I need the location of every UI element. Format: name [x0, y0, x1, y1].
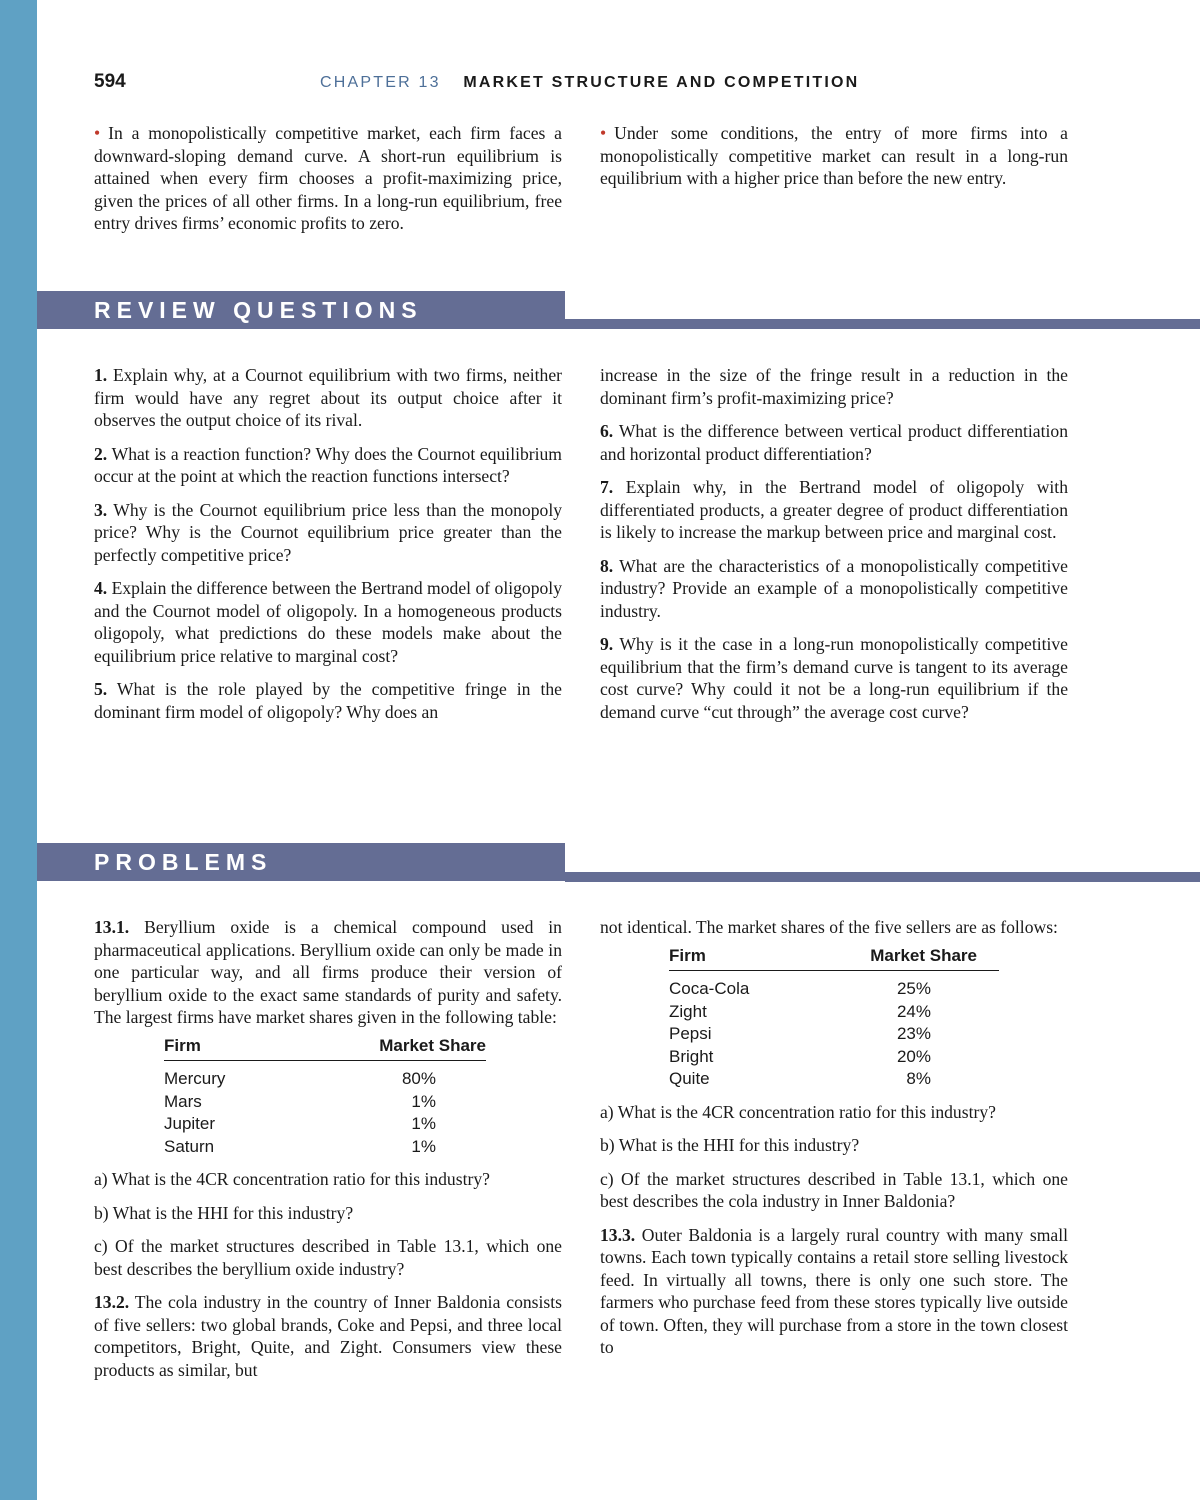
summary-right-column: [600, 122, 1068, 201]
table-row: Saturn 1%: [164, 1136, 436, 1156]
review-question: 6. What is the difference between vertical product differentiation and horizontal product differentiation?: [600, 421, 1068, 464]
table-row: Zight 24%: [669, 1001, 931, 1021]
review-heading: REVIEW QUESTIONS: [94, 297, 423, 323]
table-header-firm: Firm: [164, 1035, 282, 1061]
review-question: 2. What is a reaction function? Why does the Cournot equilibrium occur at the point at which the reaction functions intersect?: [94, 443, 562, 486]
chapter-label: CHAPTER 13: [320, 74, 441, 91]
review-heading-rule: [565, 319, 1200, 329]
review-right-column: [600, 364, 1068, 734]
review-question: 9. Why is it the case in a long-run monopolistically competitive equilibrium that the firm’s demand curve is tangent to its average cost curve? Why could it not be a long-run equilibrium if the demand curve “cut through” the average cost curve?: [600, 634, 1068, 722]
problem: 13.3. Outer Baldonia is a largely rural country with many small towns. Each town typically contains a retail store selling livestock feed. In virtually all towns, there is only one such store. The farmers who purchase feed from these stores typically live outside of town. Often, they will purchase from a store in the town closest to: [600, 1224, 1068, 1357]
problems-heading-rule: [565, 872, 1200, 882]
problems-heading: PROBLEMS: [94, 849, 273, 875]
table-row: Coca-Cola 25%: [669, 979, 931, 998]
page-number: 594: [94, 71, 126, 92]
table-header-share: Market Share: [796, 945, 999, 971]
problem-part: b) What is the HHI for this industry?: [600, 1135, 860, 1155]
bullet-icon: •: [94, 123, 101, 143]
problem-continued: not identical. The market shares of the five sellers are as follows:: [600, 917, 1058, 937]
problem-part: a) What is the 4CR concentration ratio for this industry?: [600, 1101, 996, 1122]
problem-part: b) What is the HHI for this industry?: [94, 1202, 354, 1223]
problem-part: c) Of the market structures described in Table 13.1, which one best describes the cola industry in Inner Baldonia?: [600, 1168, 1068, 1211]
review-question: 1. Explain why, at a Cournot equilibrium with two firms, neither firm would have any regret about its output choice after it observes the output choice of its rival.: [94, 365, 562, 430]
summary-bullet: • In a monopolistically competitive market, each firm faces a downward-sloping demand curve. A short-run equilibrium is attained when every firm chooses a profit-maximizing price, given the prices of all other firms. In a long-run equilibrium, free entry drives firms’ economic profits to zero.: [94, 123, 562, 233]
review-question: 8. What are the characteristics of a monopolistically competitive industry? Provide an example of a monopolistically competitive industry.: [600, 555, 1068, 621]
left-margin-strip: [0, 0, 37, 1500]
market-share-table-cola: [669, 945, 999, 1091]
review-question: 5. What is the role played by the competitive fringe in the dominant firm model of oligopoly? Why does an: [94, 679, 562, 722]
summary-left-column: [94, 122, 562, 246]
review-question-continued: increase in the size of the fringe result in a reduction in the dominant firm’s profit-maximizing price?: [600, 365, 1068, 408]
table-row: Quite 8%: [669, 1069, 931, 1088]
table-header-share: Market Share: [282, 1035, 486, 1061]
review-left-column: [94, 364, 562, 734]
table-row: Mars 1%: [164, 1091, 436, 1111]
problem: 13.2. The cola industry in the country of Inner Baldonia consists of five sellers: two global brands, Coke and Pepsi, and three local competitors, Bright, Quite, and Zight. Consumers view these products as similar, but: [94, 1292, 562, 1380]
review-question: 7. Explain why, in the Bertrand model of oligopoly with differentiated products, a greater degree of product differentiation is likely to increase the markup between price and marginal cost.: [600, 477, 1068, 542]
running-header: [320, 74, 859, 92]
problems-right-column: [600, 916, 1068, 1370]
problem: 13.1. Beryllium oxide is a chemical compound used in pharmaceutical applications. Beryllium oxide can only be made in one particular way, and all firms produce their version of beryllium oxide to the exact same standards of purity and safety. The largest firms have market shares given in the following table:: [94, 917, 562, 1027]
table-row: Jupiter 1%: [164, 1114, 436, 1133]
review-question: 3. Why is the Cournot equilibrium price less than the monopoly price? Why is the Cournot equilibrium price greater than the perfectly competitive price?: [94, 499, 562, 565]
problems-left-column: [94, 916, 562, 1392]
problem-part: a) What is the 4CR concentration ratio for this industry?: [94, 1169, 490, 1189]
table-header-firm: Firm: [669, 945, 796, 971]
chapter-title: MARKET STRUCTURE AND COMPETITION: [463, 74, 860, 91]
market-share-table-beryllium: [164, 1035, 486, 1159]
review-question: 4. Explain the difference between the Bertrand model of oligopoly and the Cournot model of oligopoly. In a homogeneous products oligopoly, what predictions do these models make about the equilibrium price relative to marginal cost?: [94, 578, 562, 666]
table-row: Mercury 80%: [164, 1069, 436, 1088]
problem-part: c) Of the market structures described in Table 13.1, which one best describes the beryllium oxide industry?: [94, 1236, 562, 1279]
table-row: Bright 20%: [669, 1046, 931, 1066]
bullet-icon: •: [600, 123, 607, 143]
table-row: Pepsi 23%: [669, 1024, 931, 1043]
summary-bullet: • Under some conditions, the entry of more firms into a monopolistically competitive market can result in a long-run equilibrium with a higher price than before the new entry.: [600, 123, 1068, 188]
